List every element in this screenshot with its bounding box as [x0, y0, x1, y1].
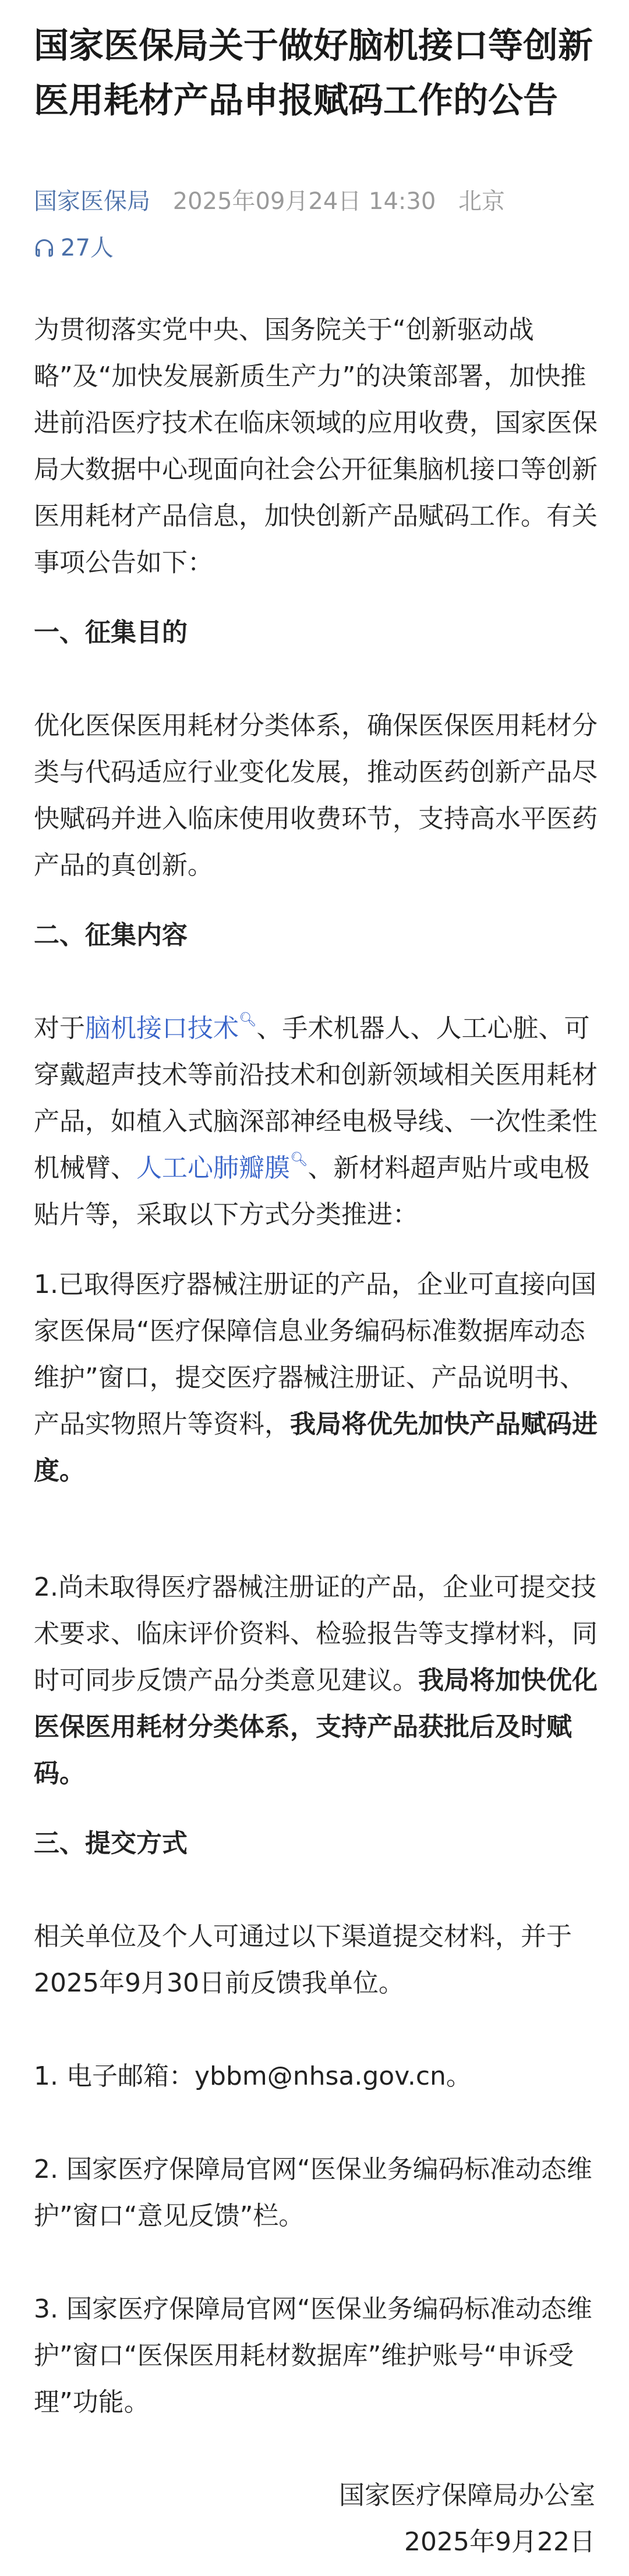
signature-date: 2025年9月22日 — [404, 2527, 595, 2557]
listen-count: 27人 — [61, 235, 114, 261]
submission-channel-feedback: 2. 国家医疗保障局官网“医保业务编码标准动态维护”窗口“意见反馈”栏。 — [34, 2155, 592, 2231]
content-item-1-text: 1.已取得医疗器械注册证的产品，企业可直接向国家医保局“医疗保障信息业务编码标准数据库动态维护”窗口，提交医疗器械注册证、产品说明书、产品实物照片等资料， — [34, 1270, 596, 1439]
publish-time: 2025年09月24日 14:30 — [172, 188, 436, 215]
content-text-c: 、新材料超声贴片或电极贴片等，采取以下方式分类推进： — [34, 1153, 590, 1229]
content-item-2-text: 2.尚未取得医疗器械注册证的产品，企业可提交技术要求、临床评价资料、检验报告等支撑材料，同时可同步反馈产品分类意见建议。 — [34, 1572, 598, 1695]
article-meta — [34, 185, 505, 218]
content-item-2 — [34, 1564, 599, 1797]
section-heading-purpose: 一、征集目的 — [34, 618, 188, 647]
signature-office: 国家医疗保障局办公室 — [339, 2481, 595, 2510]
content-text-b: 、手术机器人、人工心脏、可穿戴超声技术等前沿技术和创新领域相关医用耗材产品，如植入式脑深部神经电极导线、一次性柔性机械臂、 — [34, 1014, 598, 1183]
content-paragraph — [34, 1005, 599, 1238]
brain-computer-interface-link[interactable]: 脑机接口技术 — [85, 1014, 239, 1043]
source-link[interactable]: 国家医保局 — [34, 188, 150, 215]
search-icon[interactable]: 🔍︎ — [290, 1151, 308, 1167]
submission-intro: 相关单位及个人可通过以下渠道提交材料，并于2025年9月30日前反馈我单位。 — [34, 1922, 572, 1998]
headphones-icon — [34, 238, 55, 258]
publish-location: 北京 — [458, 188, 506, 215]
artificial-heart-valve-link[interactable]: 人工心肺瓣膜 — [136, 1153, 290, 1183]
listen-button[interactable] — [34, 232, 114, 264]
section-heading-submission: 三、提交方式 — [34, 1829, 188, 1858]
submission-channel-email: 1. 电子邮箱：ybbm@nhsa.gov.cn。 — [34, 2061, 472, 2091]
section-heading-content: 二、征集内容 — [34, 920, 188, 950]
search-icon[interactable]: 🔍︎ — [239, 1011, 257, 1027]
article-title: 国家医保局关于做好脑机接口等创新医用耗材产品申报赋码工作的公告 — [34, 26, 593, 121]
content-item-1-bold: 我局将优先加快产品赋码进度。 — [34, 1409, 598, 1486]
intro-paragraph: 为贯彻落实党中央、国务院关于“创新驱动战略”及“加快发展新质生产力”的决策部署，加快推进前沿医疗技术在临床领域的应用收费，国家医保局大数据中心现面向社会公开征集脑机接口等创新医用耗材产品信息，加快创新产品赋码工作。有关事项公告如下： — [34, 315, 598, 577]
purpose-paragraph: 优化医保医用耗材分类体系，确保医保医用耗材分类与代码适应行业变化发展，推动医药创新产品尽快赋码并进入临床使用收费环节，支持高水平医药产品的真创新。 — [34, 711, 598, 880]
submission-channel-appeal: 3. 国家医疗保障局官网“医保业务编码标准动态维护”窗口“医保医用耗材数据库”维护账号“申诉受理”功能。 — [34, 2294, 592, 2417]
content-item-1 — [34, 1262, 599, 1494]
content-text-a: 对于 — [34, 1014, 85, 1043]
content-item-2-bold: 我局将加快优化医保医用耗材分类体系，支持产品获批后及时赋码。 — [34, 1666, 598, 1788]
